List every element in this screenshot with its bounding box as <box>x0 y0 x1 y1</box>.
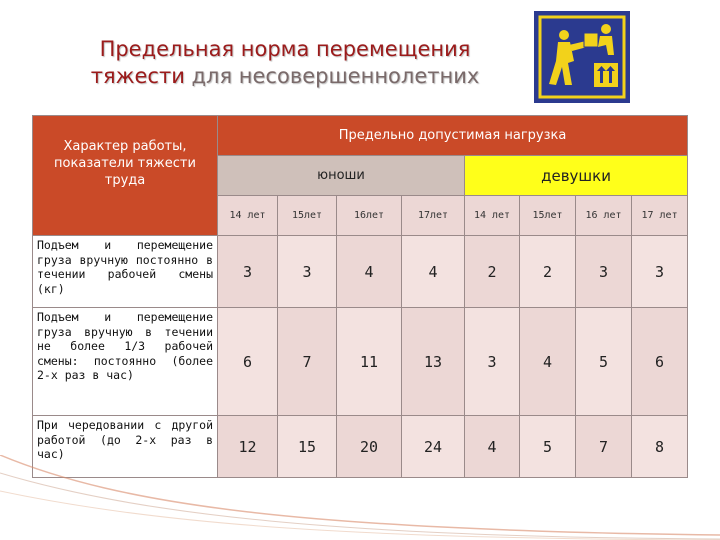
girls-header: девушки <box>465 156 688 196</box>
value-cell: 13 <box>402 308 465 416</box>
table-row <box>33 416 688 478</box>
value-cell: 15 <box>278 416 337 478</box>
value-cell: 3 <box>632 236 688 308</box>
table-row <box>33 236 688 308</box>
title-line-1: Предельная норма перемещения <box>99 37 471 61</box>
value-cell: 5 <box>520 416 576 478</box>
age-header: 16 лет <box>576 196 632 236</box>
value-cell: 7 <box>278 308 337 416</box>
load-limits-table <box>32 115 688 478</box>
value-cell: 3 <box>218 236 278 308</box>
value-cell: 4 <box>402 236 465 308</box>
title-line-2-a: тяжести <box>90 64 192 88</box>
value-cell: 12 <box>218 416 278 478</box>
page-title <box>60 36 510 90</box>
value-cell: 8 <box>632 416 688 478</box>
max-load-header: Предельно допустимая нагрузка <box>218 116 688 156</box>
value-cell: 2 <box>520 236 576 308</box>
age-header: 14 лет <box>218 196 278 236</box>
value-cell: 6 <box>632 308 688 416</box>
value-cell: 3 <box>465 308 520 416</box>
age-header: 15лет <box>520 196 576 236</box>
title-line-2-b: для несовершеннолетних <box>191 64 480 88</box>
value-cell: 3 <box>576 236 632 308</box>
value-cell: 4 <box>465 416 520 478</box>
value-cell: 4 <box>337 236 402 308</box>
value-cell: 3 <box>278 236 337 308</box>
age-header: 16лет <box>337 196 402 236</box>
value-cell: 24 <box>402 416 465 478</box>
value-cell: 11 <box>337 308 402 416</box>
age-header: 14 лет <box>465 196 520 236</box>
workers-carrying-boxes-icon <box>534 11 630 103</box>
value-cell: 7 <box>576 416 632 478</box>
value-cell: 4 <box>520 308 576 416</box>
row-label: Подъем и перемещение груза вручную в течении не более 1/3 рабочей смены: постоянно (более 2-х раз в час) <box>33 308 218 416</box>
title-line-2 <box>60 63 510 90</box>
age-header: 15лет <box>278 196 337 236</box>
age-header: 17лет <box>402 196 465 236</box>
table-row <box>33 308 688 416</box>
value-cell: 5 <box>576 308 632 416</box>
value-cell: 6 <box>218 308 278 416</box>
value-cell: 2 <box>465 236 520 308</box>
boys-header: юноши <box>218 156 465 196</box>
value-cell: 20 <box>337 416 402 478</box>
row-label: При чередовании с другой работой (до 2-х раз в час) <box>33 416 218 478</box>
table-corner-header: Характер работы, показатели тяжести труда <box>33 116 218 236</box>
row-label: Подъем и перемещение груза вручную постоянно в течении рабочей смены (кг) <box>33 236 218 308</box>
age-header: 17 лет <box>632 196 688 236</box>
